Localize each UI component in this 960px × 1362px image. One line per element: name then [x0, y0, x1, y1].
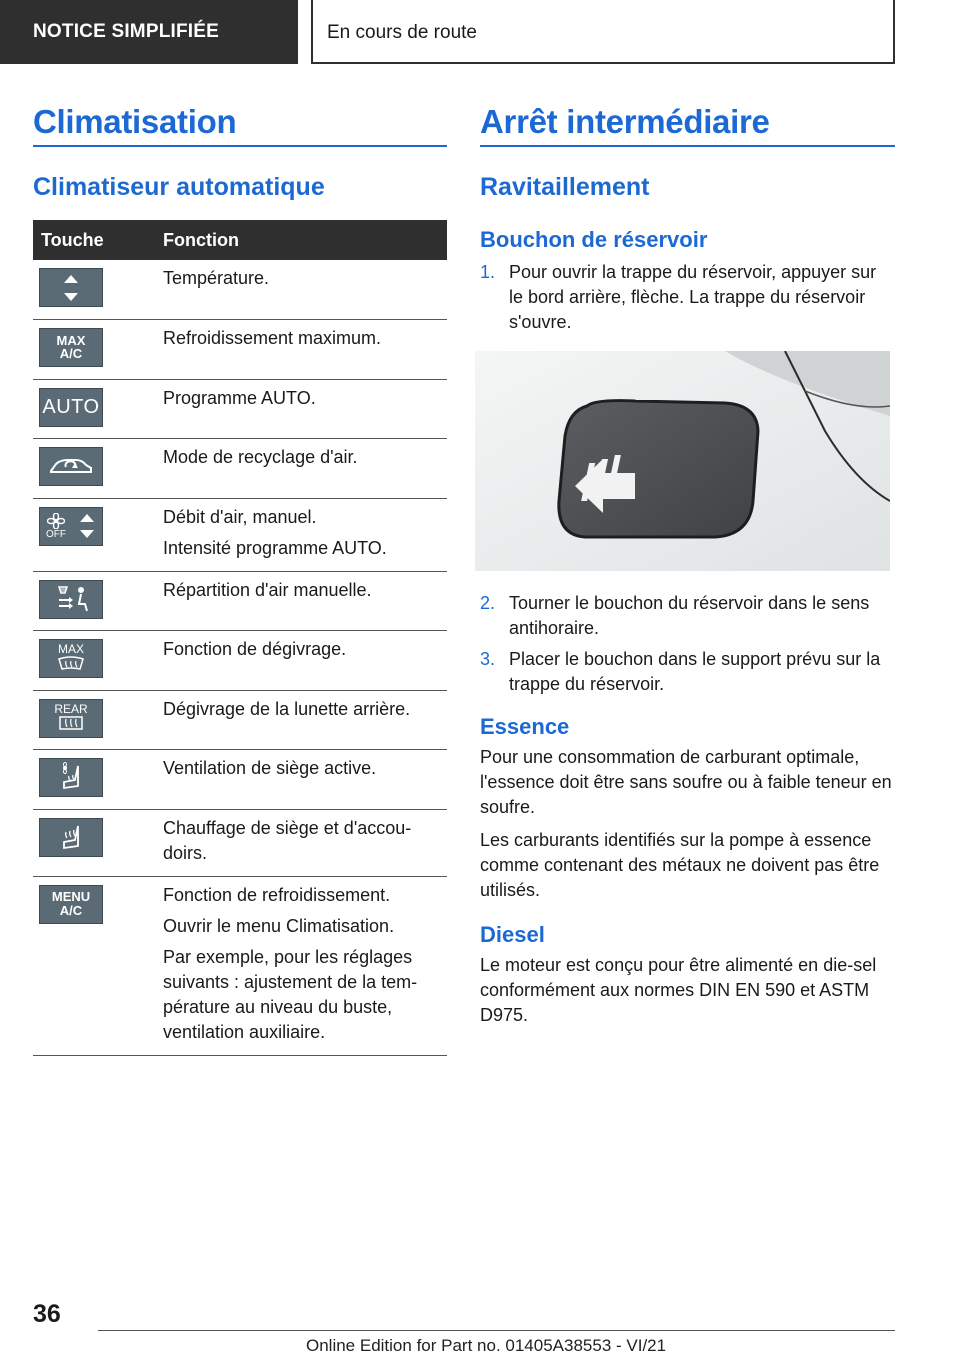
- function-text: Intensité programme AUTO.: [163, 537, 387, 558]
- step-text: Tourner le bouchon du réservoir dans le sens antihoraire.: [509, 593, 870, 638]
- function-text: Dégivrage de la lunette arrière.: [163, 698, 411, 719]
- table-row: [33, 379, 447, 438]
- table-row: [33, 438, 447, 498]
- table-row: [33, 876, 447, 1055]
- temperature-arrows-icon: [39, 268, 103, 307]
- edition-text: Online Edition for Part no. 01405A38553 - VI/21: [306, 1336, 667, 1355]
- function-text: Chauffage de siège et d'accou-doirs.: [163, 817, 412, 863]
- icon-label: AUTO: [42, 395, 100, 418]
- step-number: 1.: [480, 262, 496, 282]
- function-text: Température.: [163, 268, 270, 288]
- max-ac-icon: [39, 328, 103, 367]
- table-header-row: [33, 220, 447, 260]
- auto-icon: [39, 388, 103, 427]
- air-recirculation-icon: [39, 447, 103, 486]
- diesel-heading: Diesel: [480, 922, 545, 947]
- icon-label: MAX: [56, 333, 86, 348]
- step-number: 2.: [480, 593, 496, 613]
- icon-label: REAR: [54, 702, 88, 716]
- list-item: [480, 260, 895, 335]
- seat-ventilation-icon: [39, 758, 103, 797]
- list-item: [480, 647, 895, 697]
- function-text: Ouvrir le menu Climatisation.: [163, 915, 395, 936]
- step-number: 3.: [480, 649, 496, 669]
- fuel-flap-image: [475, 351, 890, 571]
- auto-ac-subtitle: Climatiseur automatique: [33, 173, 325, 201]
- icon-label: A/C: [59, 346, 83, 361]
- fuel-cap-heading: Bouchon de réservoir: [480, 227, 708, 252]
- function-text: Mode de recyclage d'air.: [163, 446, 358, 467]
- air-distribution-icon: [39, 580, 103, 619]
- refuel-subtitle: Ravitaillement: [480, 173, 650, 201]
- seat-heating-icon: [39, 818, 103, 857]
- table-row: [33, 690, 447, 749]
- section-label: NOTICE SIMPLIFIÉE: [33, 21, 220, 42]
- fuel-cap-steps: [480, 260, 895, 335]
- rear-defrost-icon: [39, 699, 103, 738]
- table-row: [33, 571, 447, 630]
- petrol-paragraph: Pour une consommation de carburant optimale, l'essence doit être sans soufre ou à faible teneur en soufre.: [480, 747, 892, 817]
- right-column: [480, 100, 895, 1028]
- chapter-tab: [311, 0, 895, 64]
- function-text: Par exemple, pour les réglages suivants : ajustement de la tem-pérature au niveau du buste, ventilation auxiliaire.: [163, 946, 418, 1042]
- controls-table: [33, 220, 447, 1056]
- col-header-function: Fonction: [157, 220, 447, 260]
- petrol-paragraph: Les carburants identifiés sur la pompe à essence comme contenant des métaux ne doivent pas être utilisés.: [480, 830, 880, 900]
- petrol-heading: Essence: [480, 714, 570, 739]
- footer-divider: [98, 1330, 895, 1331]
- icon-label: MENU: [51, 889, 91, 904]
- col-header-key: Touche: [33, 220, 157, 260]
- fuel-cap-steps-continued: [480, 591, 895, 697]
- table-row: [33, 809, 447, 876]
- page-number: 36: [33, 1300, 61, 1328]
- function-text: Répartition d'air manuelle.: [163, 579, 372, 600]
- function-text: Fonction de dégivrage.: [163, 638, 347, 659]
- function-text: Fonction de refroidissement.: [163, 884, 391, 905]
- table-row: [33, 630, 447, 690]
- left-column: [33, 100, 447, 1056]
- menu-ac-icon: [39, 885, 103, 924]
- table-row: [33, 260, 447, 319]
- max-defrost-icon: [39, 639, 103, 678]
- table-row: [33, 498, 447, 571]
- step-text: Pour ouvrir la trappe du réservoir, appuyer sur le bord arrière, flèche. La trappe du réservoir s'ouvre.: [509, 262, 877, 332]
- step-text: Placer le bouchon dans le support prévu sur la trappe du réservoir.: [509, 649, 881, 694]
- table-row: [33, 749, 447, 809]
- function-text: Débit d'air, manuel.: [163, 506, 317, 527]
- function-text: Refroidissement maximum.: [163, 327, 382, 348]
- function-text: Ventilation de siège active.: [163, 757, 377, 778]
- list-item: [480, 591, 895, 641]
- icon-label: A/C: [59, 903, 83, 918]
- climate-title: Climatisation: [33, 100, 447, 147]
- section-tab: [0, 0, 298, 64]
- fan-speed-icon: [39, 507, 103, 546]
- chapter-label: En cours de route: [327, 22, 477, 44]
- table-row: [33, 319, 447, 379]
- diesel-paragraph: Le moteur est conçu pour être alimenté en die-sel conformément aux normes DIN EN 590 et ASTM D975.: [480, 955, 877, 1025]
- function-text: Programme AUTO.: [163, 387, 316, 408]
- icon-label: OFF: [46, 528, 66, 540]
- stop-title: Arrêt intermédiaire: [480, 100, 895, 147]
- icon-label: MAX: [57, 642, 84, 656]
